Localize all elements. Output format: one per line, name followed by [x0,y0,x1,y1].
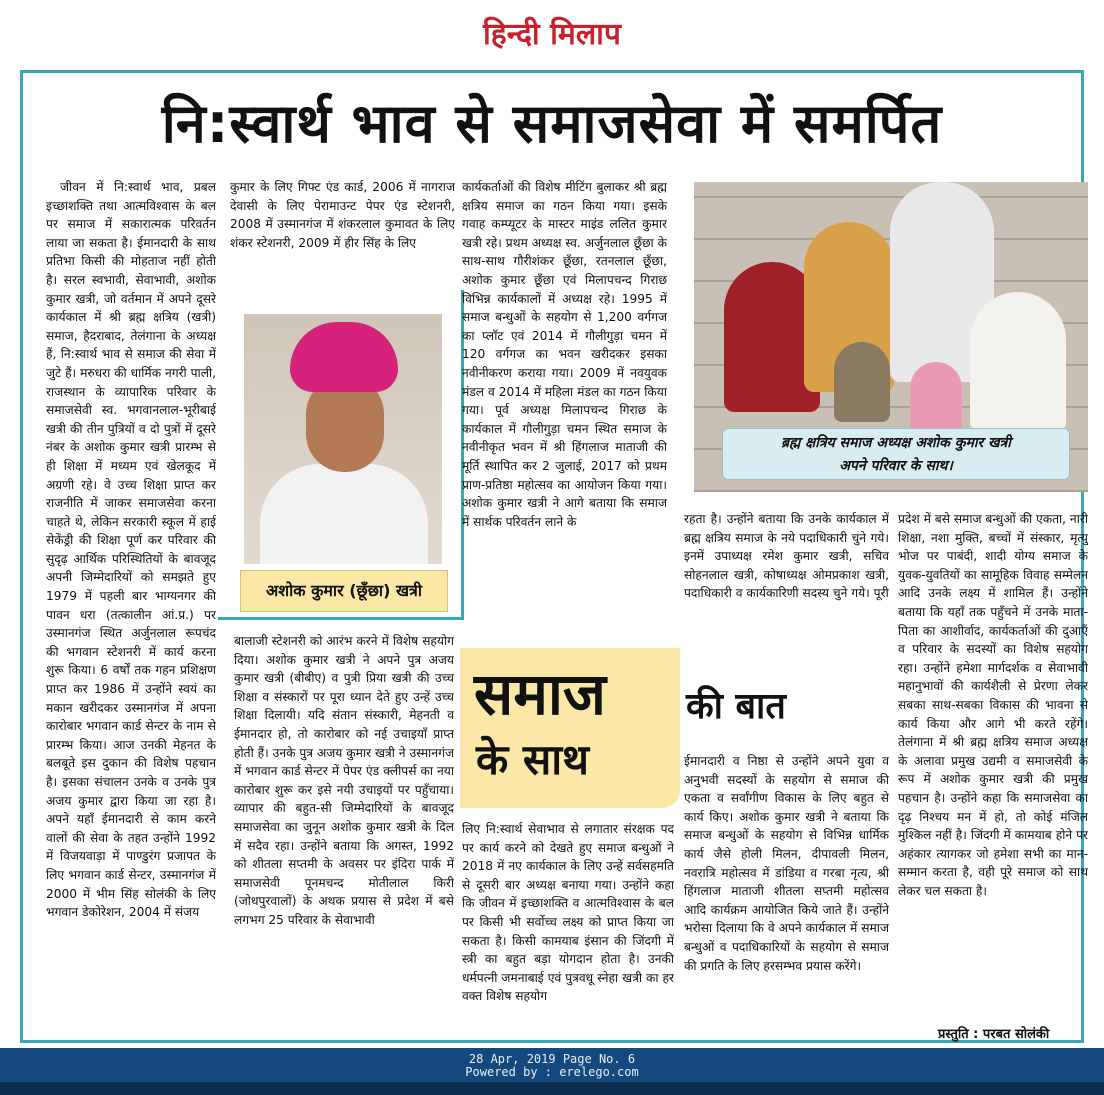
paragraph: रहता है। उन्होंने बताया कि उनके कार्यकाल में ब्रह्म क्षत्रिय समाज के नये पदाधिकारी चुने गये। इनमें उपाध्यक्ष रमेश कुमार खत्री, सचिव सोहनलाल खत्री, कोषाध्यक्ष ओमप्रकाश खत्री, पदाधिकारी व कार्यकारिणी सदस्य चुने गये। पूरी [684,512,889,601]
footer-bar [0,1082,1104,1095]
article-column-5 [898,510,1088,1042]
paragraph: ईमानदारी व निष्ठा से उन्होंने अपने युवा व अनुभवी सदस्यों के सहयोग से समाज की एकता व सर्वांगीण विकास के लिए बहुत से कार्य किए। अशोक कुमार खत्री ने बताया कि समाज बन्धुओं के सहयोग से विभिन्न धार्मिक कार्य जैसे होली मिलन, दीपावली मिलन, नवरात्रि महोत्सव में डांडिया व गरबा नृत्य, श्री हिंगलाज माताजी शीतला सप्तमी महोत्सव आदि कार्यक्रम आयोजित किये जाते हैं। उन्होंने भरोसा दिलाया कि वे अपने कार्यकाल में समाज बन्धुओं व पदाधिकारियों के सहयोग से समाज की प्रगति के लिए हरसम्भव प्रयास करेंगे। [684,754,889,973]
article-column-4-bottom [684,752,889,1042]
author-credit: प्रस्तुति : परबत सोलंकी [938,1027,1050,1042]
family-member [970,292,1066,432]
family-member [834,342,890,422]
article-column-1 [46,178,216,1040]
article-column-2-bottom [234,632,454,1040]
subheading-big: समाज [474,660,606,728]
footer-powered-by: Powered by : erelego.com [465,1065,639,1079]
article-column-2-top [230,178,455,290]
article-column-3-top [462,178,667,630]
family-member [910,362,962,432]
portrait-caption: अशोक कुमार (छूँछा) खत्री [240,570,448,612]
paragraph: प्रदेश में बसे समाज बन्धुओं की एकता, नारी शिक्षा, नशा मुक्ति, बच्चों में संस्कार, मृत्यु भोज पर पाबंदी, शादी योग्य समाज के युवक-युवतियों का सामूहिक विवाह सम्मेलन आदि उनके लक्ष्य में शामिल हैं। उन्होंने बताया कि यहाँ तक पहुँचने में उनके माता-पिता का आशीर्वाद, कार्यकर्ताओं की दुआएँ व परिवार के सदस्यों का विशेष सहयोग रहा। उन्होंने हमेशा मार्गदर्शक व सेवाभावी महानुभावों की कार्यशैली से प्रेरणा लेकर सबका साथ-सबका विकास की भावना से कार्य किया और आगे भी करते रहेंगे। तेलंगाना में श्री ब्रह्म क्षत्रिय समाज अध्यक्ष के अलावा प्रमुख उद्यमी व समाजसेवी के रूप में अशोक कुमार खत्री की प्रमुख पहचान है। उन्होंने कहा कि समाजसेवा का दृढ़ निश्चय मन में हो, तो कोई मंजिल मुश्किल नहीं है। जिंदगी में कामयाब होने पर अहंकार त्यागकर जो हमेशा सभी का मान-सम्मान करता है, वही पूरे समाज को साथ लेकर चल सकता है। [898,512,1088,898]
caption-line-2: अपने परिवार के साथ। [839,458,953,474]
caption-line-1: ब्रह्म क्षत्रिय समाज अध्यक्ष अशोक कुमार खत्री [781,435,1011,451]
subheading-mid: की बात [686,686,786,727]
portrait-shirt [260,464,428,564]
family-photo-caption [722,428,1070,480]
paragraph: लिए नि:स्वार्थ सेवाभाव से लगातार संरक्षक पद पर कार्य करने को देखते हुए समाज बन्धुओं ने 2018 में नए कार्यकाल के लिए उन्हें सर्वसहमति से दूसरी बार अध्यक्ष बनाया गया। उन्होंने कहा कि जीवन में इच्छाशक्ति व आत्मविश्वास के बल पर किसी भी सर्वोच्च लक्ष्य को प्राप्त किया जा सकता है। किसी कामयाब इंसान की जिंदगी में स्त्री का बहुत बड़ा योगदान होता है। उनकी धर्मपत्नी जमनाबाई एवं पुत्रवधू स्नेहा खत्री का हर वक्त विशेष सहयोग [462,822,674,1004]
subheading-lower: के साथ [476,735,589,784]
article-column-4-top [684,510,889,634]
paragraph: जीवन में नि:स्वार्थ भाव, प्रबल इच्छाशक्ति तथा आत्मविश्वास के बल पर समाज में सकारात्मक परिवर्तन लाया जा सकता है। ईमानदारी के साथ प्रतिभा किसी की मोहताज नहीं होती है। सरल स्वभावी, सेवाभावी, अशोक कुमार खत्री, जो वर्तमान में अपने दूसरे कार्यकाल में श्री ब्रह्म क्षत्रिय (खत्री) समाज, हैदराबाद, तेलंगाना के अध्यक्ष हैं, नि:स्वार्थ भाव से समाज की सेवा में जुटे हैं। मरुधरा की धार्मिक नगरी पाली, राजस्थान के व्यापारिक परिवार के समाजसेवी स्व. भगवानलाल-भूरीबाई खत्री की तीन पुत्रियों व दो पुत्रों में दूसरे नंबर के अशोक कुमार खत्री प्रारम्भ से ही शिक्षा में मध्यम एवं खेलकूद में अग्रणी रहे। वे उच्च शिक्षा प्राप्त कर राजनीति में जाकर समाजसेवा करना चाहते थे, लेकिन सरकारी स्कूल में हाई सेकेंड्री की शिक्षा पूर्ण कर परिवार की सुदृढ़ आर्थिक परिस्थितियों के बावजूद अपनी जिम्मेदारियों को समझते हुए 1979 में पहली बार भाग्यनगर की पावन धरा (तत्कालीन आं.प्र.) पर उस्मानगंज स्थित अर्जुनलाल रूपचंद की भगवान स्टेशनरी में कार्य करना शुरू किया। 6 वर्षों तक गहन प्रशिक्षण प्राप्त कर 1986 में उन्होंने स्वयं का मकान खरीदकर उस्मानगंज में अपना कारोबार भगवान कार्ड सेन्टर के नाम से प्रारम्भ किया। आज उनकी मेहनत के बलबूते इस दुकान की विशेष पहचान है। इसका संचालन उनके व उनके पुत्र अजय कुमार द्वारा किया जा रहा है। अपने यहाँ ईमानदारी से काम करने वालों की सेवा के तहत उन्होंने 1992 में विजयवाड़ा में पाण्डुरंग प्रजापत के लिए भगवान कार्ड सेन्टर, उस्मानगंज में 2000 में भीम सिंह सोलंकी के लिए भगवान डेकोरेशन, 2004 में संजय [46,180,216,920]
portrait-turban [290,322,398,392]
paragraph: बालाजी स्टेशनरी को आरंभ करने में विशेष सहयोग दिया। अशोक कुमार खत्री ने अपने पुत्र अजय कुमार खत्री (बीबीए) व पुत्री प्रिया खत्री की उच्च शिक्षा व संस्कारों पर पूरा ध्यान देते हुए उन्हें उच्च शिक्षा दिलायी। यदि संतान संस्कारी, मेहनती व ईमानदार हो, तो कारोबार को नई उचाइयाँ प्राप्त होती हैं। उनके पुत्र अजय कुमार खत्री ने उस्मानगंज में भगवान कार्ड सेन्टर में पेपर एंड क्लीपर्स का नया कारोबार शुरू कर इसे नयी उचाइयों पर पहुँचाया। व्यापार की बहुत-सी जिम्मेदारियों के बावजूद समाजसेवा का जुनून अशोक कुमार खत्री के दिल में सदैव रहा। उन्होंने बताया कि अगस्त, 1992 को शीतला सप्तमी के अवसर पर इंदिरा पार्क में समाजसेवी पूनमचन्द मोतीलाल किरी (जोधपुरवालों) के अथक प्रयास से प्रदेश में बसे लगभग 25 परिवार के सेवाभावी [234,634,454,927]
article-column-3-bottom [462,820,674,1040]
portrait-photo [244,314,442,564]
footer-date-page: 28 Apr, 2019 Page No. 6 [468,1052,636,1066]
article-headline: नि:स्वार्थ भाव से समाजसेवा में समर्पित [161,92,943,155]
paragraph: कार्यकर्ताओं की विशेष मीटिंग बुलाकर श्री ब्रह्म क्षत्रिय समाज का गठन किया गया। इसके गवाह कम्प्यूटर के मास्टर माइंड ललित कुमार खत्री रहे। प्रथम अध्यक्ष स्व. अर्जुनलाल छूँछा के साथ-साथ गौरीशंकर छूँछा, रतनलाल छूँछा, अशोक कुमार छूँछा एवं मिलापचन्द गिराछ विभिन्न कार्यकालों में अध्यक्ष रहे। 1995 में समाज बन्धुओं के सहयोग से 1,200 वर्गगज का प्लॉट एवं 2014 में गौलीगुड़ा चमन में 120 वर्गगज का भवन खरीदकर इसका नवीनीकरण कराया गया। 2009 में नवयुवक मंडल व 2014 में महिला मंडल का गठन किया गया। पूर्व अध्यक्ष मिलापचन्द गिराछ के कार्यकाल में गौलीगुड़ा चमन स्थित समाज के नवीनीकृत भवन में श्री हिंगलाज माताजी की मूर्ति स्थापित कर 2 जुलाई, 2017 को प्रथम प्राण-प्रतिष्ठा महोत्सव का आयोजन किया गया। अशोक कुमार खत्री ने आगे बताया कि समाज में सार्थक परिवर्तन लाने के [462,180,667,529]
paragraph: कुमार के लिए गिफ्ट एंड कार्ड, 2006 में नागराज देवासी के लिए पेरामाउन्ट पेपर एंड स्टेशनरी, 2008 में उस्मानगंज में शंकरलाल कुमावत के लिए शंकर स्टेशनरी, 2009 में हीर सिंह के लिए [230,180,455,250]
newspaper-masthead: हिन्दी मिलाप [483,17,621,52]
